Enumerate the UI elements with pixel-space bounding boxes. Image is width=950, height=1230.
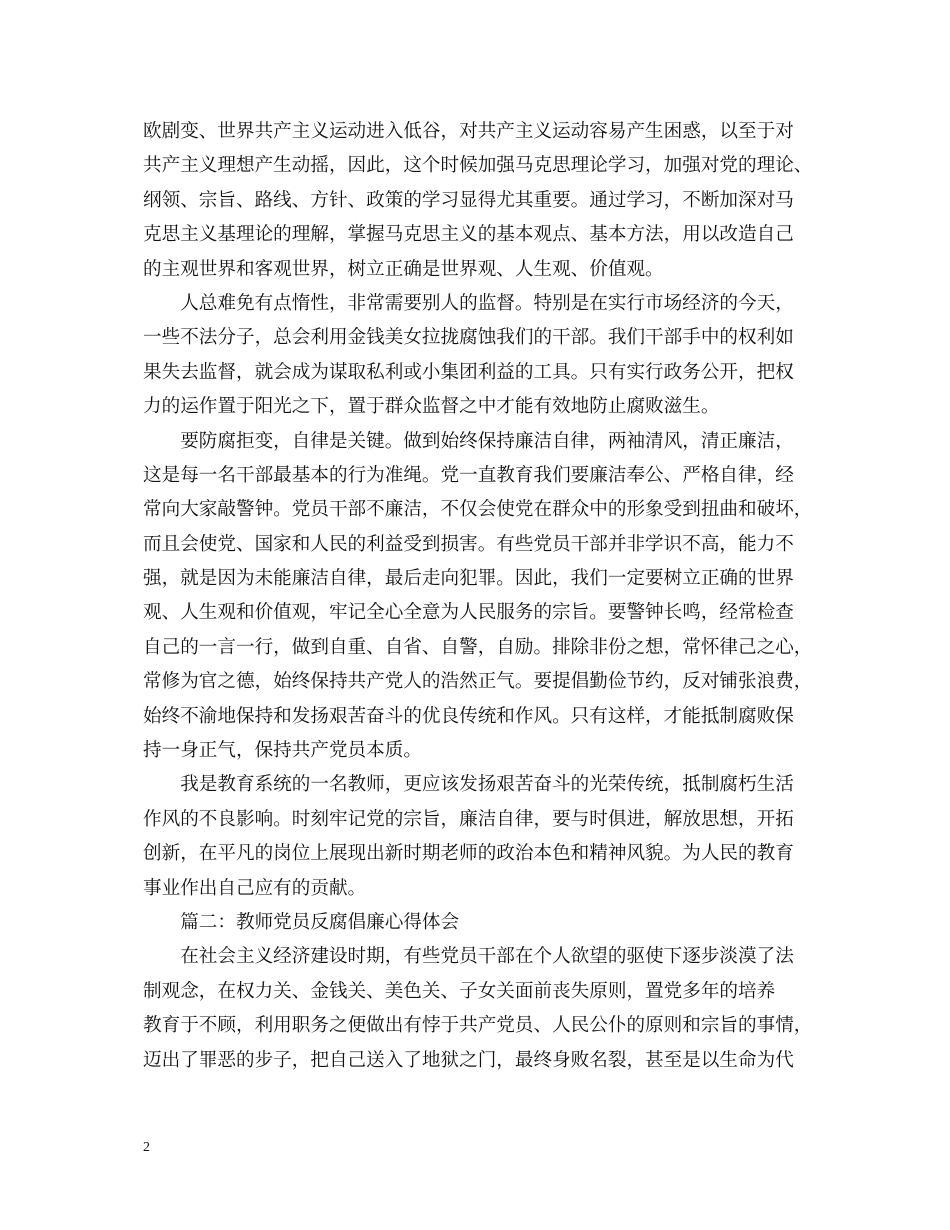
text-line: 观、人生观和价值观，牢记全心全意为人民服务的宗旨。要警钟长鸣，经常检查 bbox=[143, 602, 794, 624]
text-line: 事业作出自己应有的贡献。 bbox=[143, 877, 367, 899]
text-line: 人总难免有点惰性，非常需要别人的监督。特别是在实行市场经济的今天， bbox=[143, 292, 794, 314]
text-line: 的主观世界和客观世界，树立正确是世界观、人生观、价值观。 bbox=[143, 258, 664, 280]
body-text bbox=[143, 115, 820, 1078]
text-line: 自己的一言一行，做到自重、自省、自警，自励。排除非份之想，常怀律己之心， bbox=[143, 636, 813, 658]
text-line: 纲领、宗旨、路线、方针、政策的学习显得尤其重要。通过学习，不断加深对马 bbox=[143, 189, 794, 211]
text-line: 持一身正气，保持共产党员本质。 bbox=[143, 740, 422, 762]
text-line: 一些不法分子，总会利用金钱美女拉拢腐蚀我们的干部。我们干部手中的权利如 bbox=[143, 327, 794, 349]
text-line: 常向大家敲警钟。党员干部不廉洁，不仅会使党在群众中的形象受到扭曲和破坏， bbox=[143, 499, 813, 521]
text-line: 常修为官之德，始终保持共产党人的浩然正气。要提倡勤俭节约，反对铺张浪费， bbox=[143, 671, 813, 693]
text-line: 在社会主义经济建设时期，有些党员干部在个人欲望的驱使下逐步淡漠了法 bbox=[143, 946, 794, 968]
text-line: 始终不渝地保持和发扬艰苦奋斗的优良传统和作风。只有这样，才能抵制腐败保 bbox=[143, 705, 794, 727]
page-number: 2 bbox=[143, 1140, 150, 1155]
text-line: 力的运作置于阳光之下，置于群众监督之中才能有效地防止腐败滋生。 bbox=[143, 396, 720, 418]
text-line: 迈出了罪恶的步子，把自己送入了地狱之门，最终身败名裂，甚至是以生命为代 bbox=[143, 1049, 794, 1071]
text-line: 创新，在平凡的岗位上展现出新时期老师的政治本色和精神风貌。为人民的教育 bbox=[143, 843, 794, 865]
section-heading: 篇二：教师党员反腐倡廉心得体会 bbox=[143, 911, 460, 933]
text-line: 我是教育系统的一名教师，更应该发扬艰苦奋斗的光荣传统，抵制腐朽生活 bbox=[143, 774, 794, 796]
text-line: 这是每一名干部最基本的行为准绳。党一直教育我们要廉洁奉公、严格自律，经 bbox=[143, 464, 794, 486]
text-line: 要防腐拒变，自律是关键。做到始终保持廉洁自律，两袖清风，清正廉洁， bbox=[143, 430, 794, 452]
text-line: 而且会使党、国家和人民的利益受到损害。有些党员干部并非学识不高，能力不 bbox=[143, 533, 794, 555]
text-line: 教育于不顾，利用职务之便做出有悖于共产党员、人民公仆的原则和宗旨的事情， bbox=[143, 1015, 813, 1037]
text-line: 强，就是因为未能廉洁自律，最后走向犯罪。因此，我们一定要树立正确的世界 bbox=[143, 568, 794, 590]
text-line: 欧剧变、世界共产主义运动进入低谷，对共产主义运动容易产生困惑，以至于对 bbox=[143, 121, 794, 142]
text-line: 作风的不良影响。时刻牢记党的宗旨，廉洁自律，要与时俱进，解放思想，开拓 bbox=[143, 808, 794, 830]
text-line: 果失去监督，就会成为谋取私利或小集团利益的工具。只有实行政务公开，把权 bbox=[143, 361, 794, 383]
text-line: 共产主义理想产生动摇，因此，这个时候加强马克思理论学习，加强对党的理论、 bbox=[143, 155, 813, 177]
text-line: 制观念，在权力关、金钱关、美色关、子女关面前丧失原则，置党多年的培养 bbox=[143, 980, 776, 1002]
text-line: 克思主义基理论的理解，掌握马克思主义的基本观点、基本方法，用以改造自己 bbox=[143, 224, 794, 246]
